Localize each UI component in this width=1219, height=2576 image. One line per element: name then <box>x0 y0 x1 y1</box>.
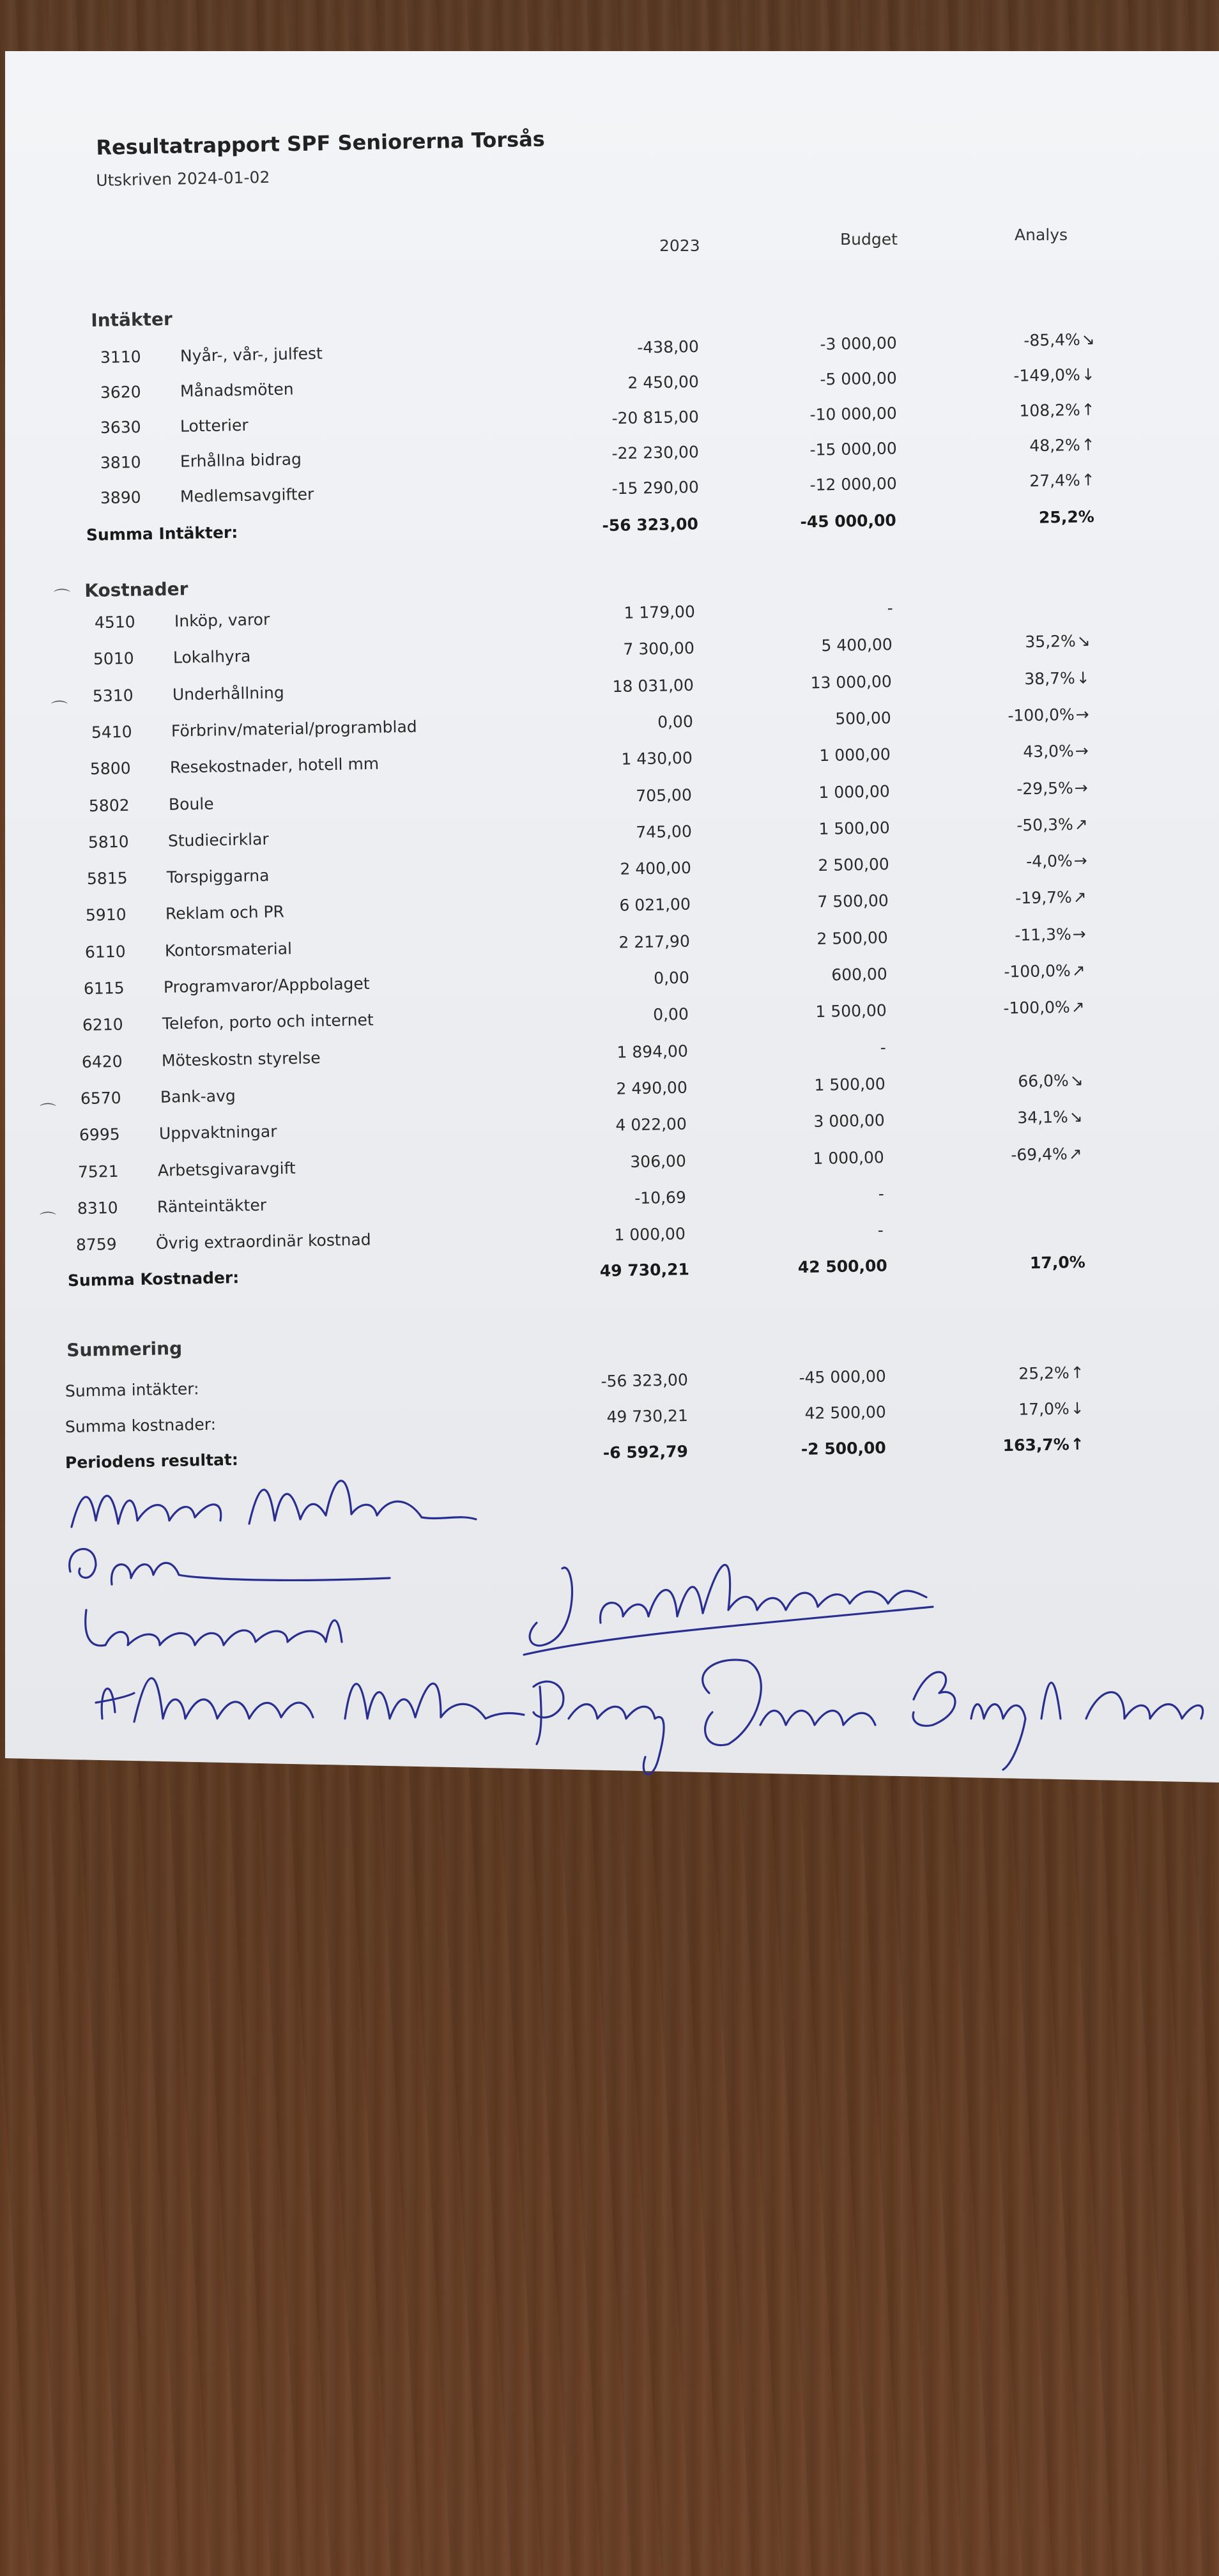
account-code: 6210 <box>82 1015 123 1035</box>
sum-label: Summa Intäkter: <box>86 523 238 544</box>
account-code: 5802 <box>88 795 130 815</box>
account-code: 7521 <box>77 1162 119 1181</box>
analysis-value: -29,5%→ <box>1016 778 1088 798</box>
value-2023: 4 022,00 <box>615 1114 687 1135</box>
trend-arrow-icon: → <box>1072 924 1086 944</box>
trend-arrow-icon: → <box>1075 705 1089 724</box>
analysis-value: -69,4%↗ <box>1011 1144 1082 1164</box>
value-budget: -45 000,00 <box>799 1367 887 1387</box>
trend-arrow-icon: ↘ <box>1069 1107 1083 1126</box>
analysis-value: 108,2%↑ <box>1019 400 1095 420</box>
account-code: 6110 <box>84 942 126 962</box>
account-code: 5800 <box>89 759 131 779</box>
value-2023: -56 323,00 <box>601 1370 689 1391</box>
value-2023: -56 323,00 <box>602 514 699 535</box>
value-2023: 1 000,00 <box>614 1224 686 1245</box>
analysis-value: -100,0%↗ <box>1004 961 1085 981</box>
account-name: Telefon, porto och internet <box>162 1010 374 1034</box>
analysis-value: 27,4%↑ <box>1029 470 1095 491</box>
analysis-value: -19,7%↗ <box>1015 887 1087 908</box>
account-name: Torspiggarna <box>166 866 270 887</box>
pen-mark: ⌒ <box>51 700 68 719</box>
value-budget: -3 000,00 <box>820 334 898 354</box>
value-budget: 1 500,00 <box>818 818 891 838</box>
account-name: Underhållning <box>172 683 285 704</box>
value-budget: - <box>880 1038 887 1057</box>
account-code: 5810 <box>88 832 129 852</box>
account-name: Möteskostn styrelse <box>161 1048 321 1070</box>
analysis-value: -11,3%→ <box>1015 924 1086 945</box>
trend-arrow-icon: ↘ <box>1081 330 1095 349</box>
summary-label: Summa kostnader: <box>65 1414 217 1436</box>
analysis-value: 25,2%↑ <box>1018 1363 1084 1383</box>
analysis-value: -85,4%↘ <box>1023 330 1095 350</box>
value-2023: -438,00 <box>637 337 700 357</box>
value-2023: 0,00 <box>653 968 690 988</box>
account-code: 6570 <box>80 1088 121 1108</box>
account-code: 3890 <box>100 487 141 507</box>
analysis-value: -149,0%↓ <box>1013 365 1095 385</box>
account-code: 5010 <box>93 649 134 669</box>
value-budget: 500,00 <box>835 708 892 728</box>
account-name: Uppvaktningar <box>158 1122 277 1143</box>
analysis-value: 163,7%↑ <box>1002 1434 1084 1455</box>
account-code: 3810 <box>100 452 141 472</box>
trend-arrow-icon: ↑ <box>1070 1363 1084 1383</box>
value-budget: - <box>878 1184 885 1203</box>
account-code: 6115 <box>83 978 125 998</box>
value-2023: 1 430,00 <box>621 748 693 769</box>
section-title-income: Intäkter <box>91 308 172 331</box>
analysis-value: 38,7%↓ <box>1024 668 1090 688</box>
value-2023: -10,69 <box>634 1188 687 1208</box>
value-budget: 2 500,00 <box>818 855 890 875</box>
analysis-value: 48,2%↑ <box>1029 435 1095 456</box>
account-code: 5410 <box>91 722 132 742</box>
value-2023: 705,00 <box>636 785 693 805</box>
value-budget: 600,00 <box>831 964 888 985</box>
value-2023: 7 300,00 <box>623 639 695 659</box>
value-budget: 1 000,00 <box>819 745 891 765</box>
account-code: 5910 <box>85 905 126 925</box>
report-title: Resultatrapport SPF Seniorerna Torsås <box>96 126 546 160</box>
analysis-value: 35,2%↘ <box>1025 631 1091 652</box>
trend-arrow-icon: → <box>1073 851 1087 870</box>
account-code: 8310 <box>77 1198 118 1218</box>
value-2023: 2 217,90 <box>618 931 691 952</box>
value-2023: 18 031,00 <box>612 675 694 696</box>
value-2023: 1 894,00 <box>617 1041 689 1062</box>
account-name: Lokalhyra <box>172 647 251 668</box>
account-name: Arbetsgivaravgift <box>157 1158 296 1180</box>
value-2023: 6 021,00 <box>619 895 691 916</box>
trend-arrow-icon: ↘ <box>1070 1071 1084 1090</box>
account-name: Månadsmöten <box>180 379 294 401</box>
account-name: Bank-avg <box>160 1086 236 1107</box>
value-budget: -45 000,00 <box>800 510 897 532</box>
analysis-value: 25,2% <box>1038 507 1094 527</box>
value-budget: 3 000,00 <box>813 1111 885 1131</box>
value-2023: -20 815,00 <box>611 407 700 428</box>
analysis-value: -100,0%→ <box>1008 705 1089 725</box>
account-code: 6420 <box>81 1052 123 1071</box>
value-budget: - <box>887 599 894 618</box>
trend-arrow-icon: ↘ <box>1077 631 1091 651</box>
value-2023: 306,00 <box>630 1151 687 1171</box>
account-code: 8759 <box>75 1234 117 1255</box>
value-budget: -5 000,00 <box>820 369 898 389</box>
account-code: 3630 <box>100 417 141 437</box>
sum-label: Summa Kostnader: <box>67 1268 240 1290</box>
account-code: 3110 <box>100 347 141 367</box>
trend-arrow-icon: → <box>1075 741 1089 760</box>
value-budget: 1 000,00 <box>818 781 891 802</box>
column-header-budget: Budget <box>840 230 898 249</box>
analysis-value: -100,0%↗ <box>1003 997 1085 1018</box>
value-budget: 1 500,00 <box>815 1001 887 1022</box>
column-header-analysis: Analys <box>1015 226 1068 244</box>
report-date: Utskriven 2024-01-02 <box>96 167 270 190</box>
account-name: Förbrinv/material/programblad <box>171 717 417 740</box>
account-name: Ränteintäkter <box>157 1195 267 1216</box>
account-code: 3620 <box>100 382 141 402</box>
trend-arrow-icon: ↓ <box>1070 1399 1084 1418</box>
analysis-value: 17,0%↓ <box>1018 1399 1084 1419</box>
account-name: Kontorsmaterial <box>164 939 293 960</box>
trend-arrow-icon: ↗ <box>1068 1144 1082 1163</box>
value-2023: 745,00 <box>636 822 693 842</box>
value-2023: -22 230,00 <box>611 442 700 463</box>
account-name: Reklam och PR <box>165 902 285 924</box>
account-name: Erhållna bidrag <box>180 450 302 471</box>
account-code: 4510 <box>94 612 135 632</box>
account-name: Programvaror/Appbolaget <box>163 974 370 997</box>
section-title-costs: Kostnader <box>84 578 188 601</box>
value-budget: - <box>877 1220 884 1240</box>
analysis-value: 17,0% <box>1029 1252 1085 1273</box>
summary-label: Summa intäkter: <box>65 1379 199 1400</box>
account-code: 6995 <box>79 1125 120 1145</box>
value-budget: -2 500,00 <box>801 1438 887 1459</box>
account-name: Lotterier <box>180 415 249 436</box>
account-code: 5815 <box>86 868 128 889</box>
analysis-value: -4,0%→ <box>1025 851 1087 871</box>
trend-arrow-icon: ↗ <box>1074 815 1088 834</box>
value-2023: 49 730,21 <box>606 1406 689 1427</box>
value-budget: 1 000,00 <box>813 1147 885 1168</box>
analysis-value: -50,3%↗ <box>1016 815 1088 835</box>
value-2023: 0,00 <box>657 712 694 732</box>
value-budget: -12 000,00 <box>809 474 898 494</box>
account-name: Resekostnader, hotell mm <box>169 754 379 777</box>
pen-mark: ⌒ <box>40 1211 57 1230</box>
value-budget: 13 000,00 <box>810 671 893 692</box>
account-code: 5310 <box>92 686 134 705</box>
value-budget: 7 500,00 <box>817 891 889 912</box>
value-2023: -6 592,79 <box>602 1442 689 1462</box>
trend-arrow-icon: ↗ <box>1071 961 1085 980</box>
analysis-value: 66,0%↘ <box>1018 1071 1084 1091</box>
section-title-summary: Summering <box>66 1337 183 1361</box>
value-2023: 2 400,00 <box>620 858 692 878</box>
value-2023: 49 730,21 <box>599 1260 690 1280</box>
summary-label: Periodens resultat: <box>65 1450 239 1472</box>
account-name: Inköp, varor <box>174 610 270 631</box>
account-name: Studiecirklar <box>167 829 269 850</box>
value-2023: 1 179,00 <box>624 602 696 622</box>
trend-arrow-icon: ↗ <box>1071 997 1085 1016</box>
account-name: Nyår-, vår-, julfest <box>180 344 323 365</box>
analysis-value: 43,0%→ <box>1023 741 1089 762</box>
trend-arrow-icon: ↑ <box>1081 435 1095 454</box>
account-name: Övrig extraordinär kostnad <box>155 1230 371 1253</box>
column-header-year: 2023 <box>659 236 700 255</box>
trend-arrow-icon: ↑ <box>1070 1434 1084 1454</box>
value-2023: -15 290,00 <box>611 477 700 498</box>
value-budget: 5 400,00 <box>821 635 893 656</box>
trend-arrow-icon: → <box>1074 778 1088 797</box>
value-2023: 0,00 <box>652 1004 689 1024</box>
trend-arrow-icon: ↑ <box>1081 400 1095 419</box>
pen-mark: ⌒ <box>54 588 71 608</box>
trend-arrow-icon: ↓ <box>1081 365 1095 384</box>
account-name: Medlemsavgifter <box>180 484 314 506</box>
value-budget: 42 500,00 <box>797 1256 888 1277</box>
value-budget: 42 500,00 <box>804 1402 887 1423</box>
trend-arrow-icon: ↑ <box>1081 470 1095 489</box>
value-budget: 2 500,00 <box>816 928 889 948</box>
value-2023: 2 490,00 <box>616 1078 688 1098</box>
value-budget: 1 500,00 <box>814 1074 886 1094</box>
pen-mark: ⌒ <box>40 1103 57 1122</box>
value-2023: 2 450,00 <box>627 372 700 392</box>
account-name: Boule <box>168 793 214 814</box>
value-budget: -10 000,00 <box>809 404 898 424</box>
trend-arrow-icon: ↗ <box>1073 887 1087 907</box>
analysis-value: 34,1%↘ <box>1017 1107 1083 1128</box>
value-budget: -15 000,00 <box>809 439 898 459</box>
trend-arrow-icon: ↓ <box>1076 668 1090 687</box>
